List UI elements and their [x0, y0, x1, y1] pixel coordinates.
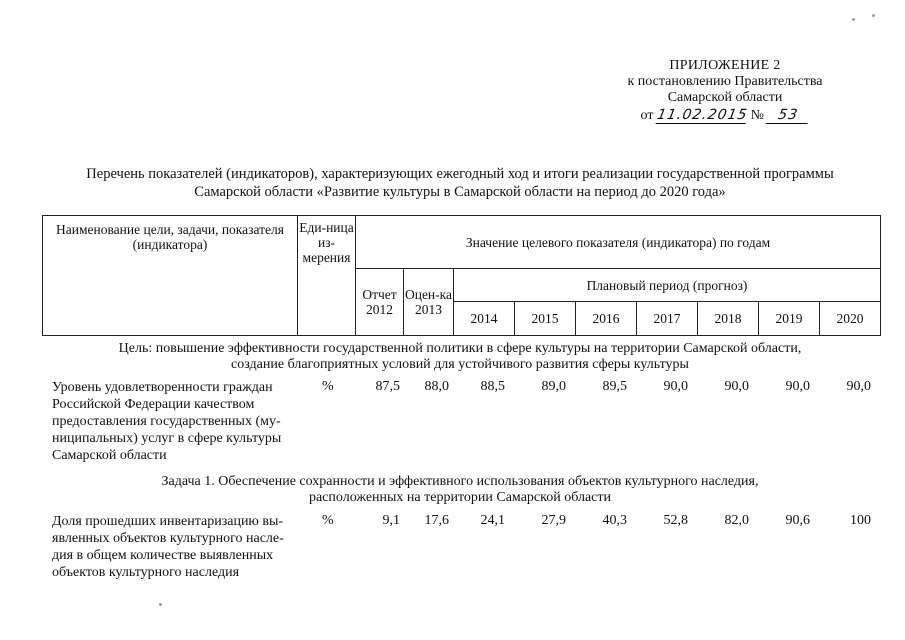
goal-line-2: создание благоприятных условий для устойчивого развития сферы культуры [231, 357, 689, 372]
header-name-column: Наименование цели, задачи, показателя (индикатора) [43, 216, 298, 336]
indicator-2-value-2020: 100 [850, 513, 871, 528]
indicator-2-line: объектов культурного наследия [52, 565, 240, 580]
indicator-1-value-2016: 89,5 [602, 379, 627, 394]
scan-speck [872, 14, 875, 17]
indicator-1-label [52, 379, 297, 464]
header-year-2015: 2015 [515, 302, 576, 336]
task-1-line-2: расположенных на территории Самарской области [308, 490, 612, 505]
scan-speck [159, 603, 162, 606]
header-unit-column: Еди-ница из-мерения [298, 216, 356, 336]
indicator-2-unit: % [322, 513, 334, 528]
appendix-line-2: Самарской области [667, 90, 783, 105]
document-title-line-1: Перечень показателей (индикаторов), характеризующих ежегодный ход и итоги реализации государственной программы [86, 166, 834, 182]
indicator-1-value-2014: 88,5 [480, 379, 505, 394]
appendix-line-1: к постановлению Правительства [627, 74, 823, 89]
goal-line-1: Цель: повышение эффективности государственной политики в сфере культуры на территории Самарской области, [118, 341, 802, 356]
indicator-2-value-2014: 24,1 [480, 513, 505, 528]
header-report-2012: Отчет 2012 [356, 269, 404, 336]
indicator-1-line: предоставления государственных (му- [52, 414, 281, 429]
indicator-1-value-2012: 87,5 [375, 379, 400, 394]
indicator-1-line: ниципальных) услуг в сфере культуры [52, 431, 282, 446]
indicator-table-header [42, 215, 881, 336]
header-year-2017: 2017 [637, 302, 698, 336]
header-year-2016: 2016 [576, 302, 637, 336]
indicator-1-value-2013: 88,0 [424, 379, 449, 394]
goal-heading [60, 341, 860, 373]
indicator-1-unit: % [322, 379, 334, 394]
handwritten-date: 11.02.2015 [655, 107, 749, 123]
indicator-2-value-2017: 52,8 [663, 513, 688, 528]
indicator-2-value-2012: 9,1 [382, 513, 400, 528]
indicator-2-line: явленных объектов культурного насле- [52, 531, 284, 546]
indicator-2-value-2016: 40,3 [602, 513, 627, 528]
indicator-1-line: Российской Федерации качеством [52, 397, 255, 412]
header-year-2019: 2019 [759, 302, 820, 336]
document-title [40, 165, 880, 201]
appendix-block [560, 58, 890, 124]
indicator-1-line: Самарской области [52, 448, 167, 463]
document-title-line-2: Самарской области «Развитие культуры в Самарской области на период до 2020 года» [194, 184, 726, 200]
handwritten-number: 53 [766, 108, 811, 124]
indicator-2-value-2019: 90,6 [785, 513, 810, 528]
date-prefix: от [640, 108, 654, 123]
header-plan-group: Плановый период (прогноз) [454, 269, 881, 302]
indicator-1-value-2019: 90,0 [785, 379, 810, 394]
header-year-2020: 2020 [820, 302, 881, 336]
indicator-1-value-2020: 90,0 [846, 379, 871, 394]
header-values-group: Значение целевого показателя (индикатора) по годам [356, 216, 881, 269]
indicator-2-line: Доля прошедших инвентаризацию вы- [52, 514, 284, 529]
indicator-2-value-2013: 17,6 [424, 513, 449, 528]
number-sign: № [750, 108, 764, 123]
indicator-1-value-2017: 90,0 [663, 379, 688, 394]
indicator-2-value-2018: 82,0 [724, 513, 749, 528]
indicator-2-value-2015: 27,9 [541, 513, 566, 528]
indicator-1-value-2015: 89,0 [541, 379, 566, 394]
task-1-heading [60, 474, 860, 506]
indicator-2-label [52, 513, 297, 581]
appendix-date-line [560, 108, 890, 124]
indicator-1-line: Уровень удовлетворенности граждан [52, 380, 273, 395]
header-estimate-2013: Оцен-ка 2013 [404, 269, 454, 336]
indicator-1-value-2018: 90,0 [724, 379, 749, 394]
scan-speck [852, 18, 855, 21]
header-year-2014: 2014 [454, 302, 515, 336]
indicator-2-line: дия в общем количестве выявленных [52, 548, 274, 563]
appendix-title: ПРИЛОЖЕНИЕ 2 [669, 58, 781, 73]
header-year-2018: 2018 [698, 302, 759, 336]
task-1-line-1: Задача 1. Обеспечение сохранности и эффективного использования объектов культурного наследия, [161, 474, 759, 489]
